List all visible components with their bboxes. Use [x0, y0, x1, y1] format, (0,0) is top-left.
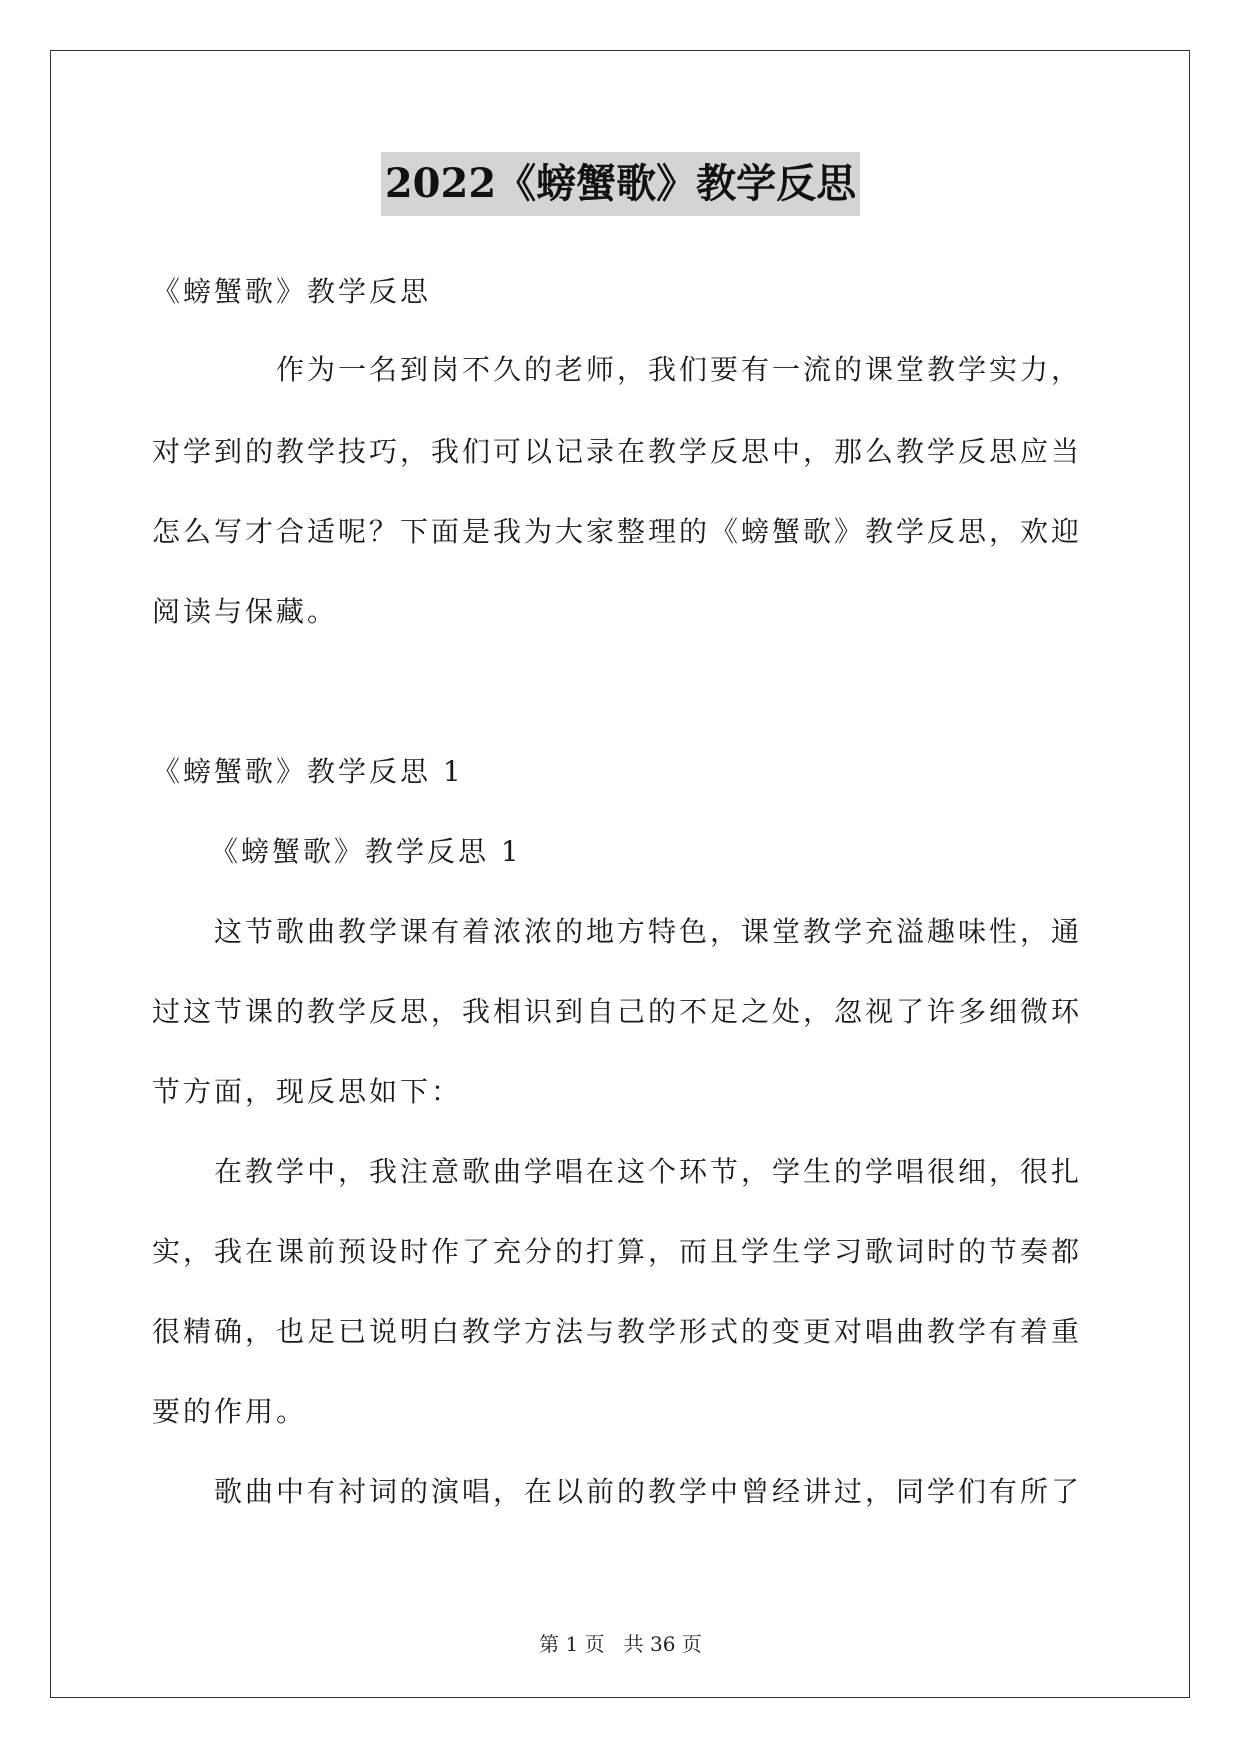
para2-line-3: 很精确，也足已说明白教学方法与教学形式的变更对唱曲教学有着重	[152, 1315, 1083, 1348]
para1-line-3: 节方面，现反思如下：	[152, 1075, 463, 1108]
para1-line-2: 过这节课的教学反思，我相识到自己的不足之处，忽视了许多细微环	[152, 995, 1083, 1028]
para2-line-2: 实，我在课前预设时作了充分的打算，而且学生学习歌词时的节奏都	[152, 1235, 1083, 1268]
para3-line-1: 歌曲中有衬词的演唱，在以前的教学中曾经讲过，同学们有所了	[214, 1475, 1083, 1508]
intro-line-4: 阅读与保藏。	[152, 595, 339, 628]
section-subheading: 《螃蟹歌》教学反思 1	[210, 835, 522, 868]
para2-line-4: 要的作用。	[152, 1395, 308, 1428]
page-footer: 第 1 页 共 36 页	[539, 1632, 702, 1656]
intro-line-3: 怎么写才合适呢？下面是我为大家整理的《螃蟹歌》教学反思，欢迎	[152, 515, 1083, 548]
intro-line-2: 对学到的教学技巧，我们可以记录在教学反思中，那么教学反思应当	[152, 435, 1083, 468]
document-title: 2022《螃蟹歌》教学反思	[381, 152, 860, 216]
intro-line-1: 作为一名到岗不久的老师，我们要有一流的课堂教学实力，	[276, 353, 1083, 386]
para2-line-1: 在教学中，我注意歌曲学唱在这个环节，学生的学唱很细，很扎	[214, 1155, 1083, 1188]
section-heading: 《螃蟹歌》教学反思 1	[152, 755, 464, 788]
para1-line-1: 这节歌曲教学课有着浓浓的地方特色，课堂教学充溢趣味性，通	[214, 915, 1083, 948]
subtitle-line: 《螃蟹歌》教学反思	[152, 275, 432, 308]
title-container	[0, 152, 1241, 216]
